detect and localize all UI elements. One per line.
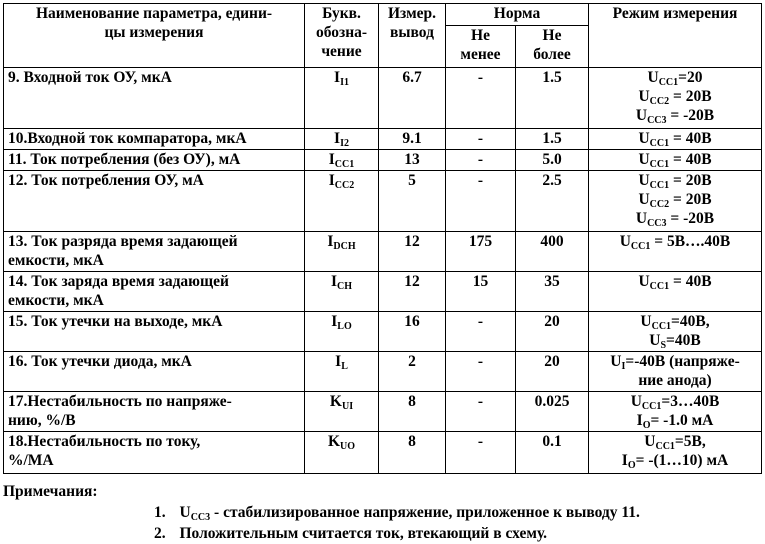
header-max: Не более <box>516 26 589 68</box>
pin-cell: 8 <box>379 392 446 432</box>
mode-line: $U_{CC1}=3\dots 40В$ <box>630 393 720 412</box>
min-cell: - <box>446 392 516 432</box>
subscript: CC2 <box>649 199 670 210</box>
mode-cell <box>589 232 762 272</box>
min-cell: - <box>446 171 516 232</box>
pin-cell: 5 <box>379 171 446 232</box>
table-row <box>4 68 762 129</box>
mode-line: $U_{CC2} = 20В$ <box>638 88 712 107</box>
parameter-name-line: нию, %/В <box>8 412 76 429</box>
min-cell: - <box>446 352 516 392</box>
mode-line: $U_{CC1}=5В$, <box>644 433 706 452</box>
subscript: CC2 <box>334 180 355 191</box>
subscript: UO <box>340 441 356 452</box>
pin-cell: 8 <box>379 432 446 474</box>
mode-cell <box>589 150 762 171</box>
parameter-name-line: 12. Ток потребления ОУ, мА <box>8 172 204 189</box>
mode-cell <box>589 352 762 392</box>
table-row <box>4 171 762 232</box>
header-mode: Режим измерения <box>589 4 762 68</box>
subscript: I2 <box>340 138 349 149</box>
mode-cell <box>589 312 762 352</box>
mode-cell <box>589 129 762 150</box>
parameter-name-line: 16. Ток утечки диода, мкА <box>8 353 192 370</box>
mode-line: $U_{CC1}=20$ <box>647 69 703 88</box>
notes-title: Примечания: <box>3 483 98 500</box>
mode-line: $U_{CC3} = -20В$ <box>635 210 715 229</box>
min-cell: - <box>446 68 516 129</box>
min-cell: - <box>446 312 516 352</box>
subscript: CC1 <box>649 159 670 170</box>
subscript: CC2 <box>649 96 670 107</box>
pin-cell: 6.7 <box>379 68 446 129</box>
table-row <box>4 432 762 474</box>
parameter-name-line: 14. Ток заряда время задающей <box>8 273 229 290</box>
symbol-cell: $I_{I1}$ <box>305 68 379 129</box>
subscript: CH <box>337 281 353 292</box>
parameter-name-line: 18.Нестабильность по току, <box>8 433 201 450</box>
mode-line: $U_S=40В$ <box>649 332 701 351</box>
parameter-name-cell <box>4 392 305 432</box>
parameter-name-line: 15. Ток утечки на выходе, мкА <box>8 313 223 330</box>
parameter-name-cell <box>4 432 305 474</box>
parameter-name-cell <box>4 352 305 392</box>
parameter-name-line: 10.Входной ток компаратора, мкА <box>8 130 247 147</box>
subscript: CC1 <box>649 180 670 191</box>
pin-cell: 12 <box>379 232 446 272</box>
header-min: Не менее <box>446 26 516 68</box>
table-row <box>4 312 762 352</box>
max-cell: 1.5 <box>516 129 589 150</box>
header-parameter-name: Наименование параметра, едини- цы измерения <box>4 4 305 68</box>
parameter-name-cell <box>4 171 305 232</box>
note-number: 2. <box>154 525 170 542</box>
subscript: O <box>642 420 651 431</box>
subscript: S <box>660 340 667 351</box>
parameter-name-line: 11. Ток потребления (без ОУ), мА <box>8 151 241 168</box>
symbol-cell: $I_{CC1}$ <box>305 150 379 171</box>
table-header <box>4 4 762 68</box>
note-item: 1. $U_{CC3}$ - стабилизированное напряжение, приложенное к выводу 11. <box>154 504 640 523</box>
parameter-name-line: емкости, мкА <box>8 292 104 309</box>
symbol-cell: $I_L$ <box>305 352 379 392</box>
notes-list <box>3 502 761 544</box>
parameter-name-line: %/МА <box>8 452 54 469</box>
pin-cell: 16 <box>379 312 446 352</box>
parameter-name-line: 17.Нестабильность по напряже- <box>8 393 232 410</box>
table-body <box>4 68 762 474</box>
pin-cell: 13 <box>379 150 446 171</box>
header-symbol: Букв. обозна- чение <box>305 4 379 68</box>
header-norm: Норма <box>446 4 589 26</box>
symbol-cell: $K_{UO}$ <box>305 432 379 474</box>
parameter-name-line: емкости, мкА <box>8 252 104 269</box>
subscript: CC1 <box>641 401 662 412</box>
table-row <box>4 272 762 312</box>
max-cell: 35 <box>516 272 589 312</box>
symbol-cell: $I_{I2}$ <box>305 129 379 150</box>
subscript: CC1 <box>630 241 651 252</box>
mode-cell <box>589 272 762 312</box>
subscript: UI <box>341 401 354 412</box>
mode-line: $U_{CC1} = 40В$ <box>638 273 712 292</box>
mode-line: $U_{CC2} = 20В$ <box>638 191 712 210</box>
mode-line: ние анода) <box>638 372 712 389</box>
mode-line: $I_O=$ -(1…10) мА <box>621 452 729 471</box>
min-cell: - <box>446 432 516 474</box>
table-row <box>4 150 762 171</box>
mode-line: $U_{CC1}=40В$, <box>640 313 710 332</box>
mode-line: $U_I=-40В$ (напряже- <box>610 353 740 372</box>
parameter-name-cell <box>4 312 305 352</box>
max-cell: 400 <box>516 232 589 272</box>
table-row <box>4 232 762 272</box>
subscript: CC1 <box>649 138 670 149</box>
mode-line: $U_{CC1} = 40В$ <box>638 151 712 170</box>
note-number: 1. <box>154 504 170 521</box>
mode-line: $U_{CC3} = -20В$ <box>635 107 715 126</box>
pin-cell: 12 <box>379 272 446 312</box>
max-cell: 20 <box>516 352 589 392</box>
min-cell: - <box>446 129 516 150</box>
parameter-name-cell <box>4 150 305 171</box>
min-cell: - <box>446 150 516 171</box>
subscript: CC3 <box>647 218 667 229</box>
pin-cell: 2 <box>379 352 446 392</box>
symbol-cell: $K_{UI}$ <box>305 392 379 432</box>
subscript: LO <box>337 321 352 332</box>
symbol-cell: $I_{CH}$ <box>305 272 379 312</box>
symbol-cell: $I_{DCH}$ <box>305 232 379 272</box>
subscript: CC1 <box>649 281 670 292</box>
mode-line: $U_{CC1} = 20В$ <box>638 172 712 191</box>
table-row <box>4 392 762 432</box>
parameter-name-cell <box>4 129 305 150</box>
max-cell: 0.025 <box>516 392 589 432</box>
parameter-name-line: 9. Входной ток ОУ, мкА <box>8 69 172 86</box>
min-cell: 15 <box>446 272 516 312</box>
symbol-cell: $I_{CC2}$ <box>305 171 379 232</box>
max-cell: 1.5 <box>516 68 589 129</box>
subscript: CC1 <box>334 159 355 170</box>
mode-line: $U_{CC1}$ = 5В….40В <box>619 233 731 252</box>
subscript: DCH <box>333 241 356 252</box>
parameter-name-cell <box>4 272 305 312</box>
max-cell: 5.0 <box>516 150 589 171</box>
notes-section <box>3 481 761 544</box>
parameter-name-cell <box>4 232 305 272</box>
mode-cell <box>589 432 762 474</box>
subscript: CC3 <box>647 115 667 126</box>
symbol-cell: $I_{LO}$ <box>305 312 379 352</box>
subscript: L <box>341 361 348 372</box>
parameter-name-cell <box>4 68 305 129</box>
subscript: CC3 <box>190 512 211 523</box>
subscript: O <box>627 460 636 471</box>
parameters-table <box>3 3 762 474</box>
subscript: CC1 <box>651 321 672 332</box>
note-item: 2. Положительным считается ток, втекающий в схему. <box>154 525 548 542</box>
mode-cell <box>589 68 762 129</box>
max-cell: 20 <box>516 312 589 352</box>
mode-cell <box>589 392 762 432</box>
table-row <box>4 129 762 150</box>
mode-line: $U_{CC1} = 40В$ <box>638 130 712 149</box>
mode-cell <box>589 171 762 232</box>
header-pin: Измер. вывод <box>379 4 446 68</box>
mode-line: $I_O= -1.0$ мА <box>636 412 714 431</box>
pin-cell: 9.1 <box>379 129 446 150</box>
max-cell: 0.1 <box>516 432 589 474</box>
min-cell: 175 <box>446 232 516 272</box>
subscript: I1 <box>340 77 349 88</box>
subscript: I <box>621 361 626 372</box>
table-row <box>4 352 762 392</box>
subscript: CC1 <box>655 441 675 452</box>
max-cell: 2.5 <box>516 171 589 232</box>
subscript: CC1 <box>658 77 679 88</box>
parameter-name-line: 13. Ток разряда время задающей <box>8 233 238 250</box>
